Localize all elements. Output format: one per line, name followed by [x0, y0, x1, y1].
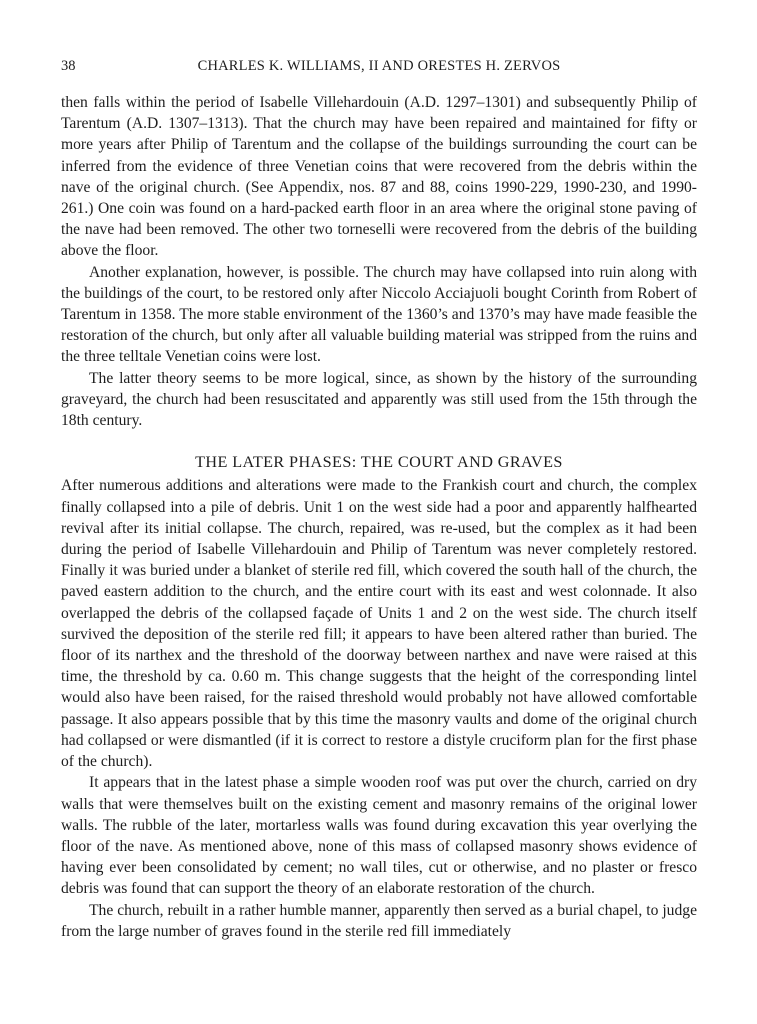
section-heading: THE LATER PHASES: THE COURT AND GRAVES	[195, 453, 563, 472]
running-head: CHARLES K. WILLIAMS, II AND ORESTES H. ZERVOS	[197, 58, 561, 74]
document-page	[61, 56, 697, 942]
paragraph-3: The latter theory seems to be more logical, since, as shown by the history of the surrounding graveyard, the church had been resuscitated and apparently was still used from the 15th through the 18th century.	[61, 369, 697, 430]
paragraph-6: The church, rebuilt in a rather humble manner, apparently then served as a burial chapel, to judge from the large number of graves found in the sterile red fill immediately	[61, 901, 697, 940]
paragraph-2: Another explanation, however, is possible. The church may have collapsed into ruin along with the buildings of the court, to be restored only after Niccolo Acciajuoli bought Corinth from Robert of Tarentum in 1358. The more stable environment of the 1360’s and 1370’s may have made feasible the restoration of the church, but only after all valuable building material was stripped from the ruins and the three telltale Venetian coins were lost.	[61, 263, 697, 366]
paragraph-4: After numerous additions and alterations were made to the Frankish court and church, the complex finally collapsed into a pile of debris. Unit 1 on the west side had a poor and apparently halfhearted revival after its initial collapse. The church, repaired, was re-used, but the complex as it had been during the period of Isabelle Villehardouin and Philip of Tarentum was never completely restored. Finally it was buried under a blanket of sterile red fill, which covered the south hall of the church, the paved eastern addition to the church, and the entire court with its east and west colonnade. It also overlapped the debris of the collapsed façade of Units 1 and 2 on the west side. The church itself survived the deposition of the sterile red fill; it appears to have been altered rather than buried. The floor of its narthex and the threshold of the doorway between narthex and nave were raised at this time, the threshold by ca. 0.60 m. This change suggests that the height of the corresponding lintel would also have been raised, for the raised threshold would probably not have allowed comfortable passage. It also appears possible that by this time the masonry vaults and dome of the original church had collapsed or were dismantled (if it is correct to restore a distyle cruciform plan for the first phase of the church).	[61, 477, 697, 771]
paragraph-5: It appears that in the latest phase a simple wooden roof was put over the church, carried on dry walls that were themselves built on the existing cement and masonry remains of the original lower walls. The rubble of the later, mortarless walls was found during excavation this year overlying the floor of the nave. As mentioned above, none of this mass of collapsed masonry shows evidence of having ever been consolidated by cement; no wall tiles, cut or otherwise, and no plaster or fresco debris was found that can support the theory of an elaborate restoration of the church.	[61, 774, 697, 898]
paragraph-1: then falls within the period of Isabelle Villehardouin (A.D. 1297–1301) and subsequently Philip of Tarentum (A.D. 1307–1313). That the church may have been repaired and maintained for fifty or more years after Philip of Tarentum and the collapse of the buildings surrounding the court can be inferred from the evidence of three Venetian coins that were recovered from the debris within the nave of the original church. (See Appendix, nos. 87 and 88, coins 1990-229, 1990-230, and 1990-261.) One coin was found on a hard-packed earth floor in an area where the original stone paving of the nave had been removed. The other two torneselli were recovered from the debris of the building above the floor.	[61, 94, 697, 260]
page-header	[61, 56, 697, 78]
page-number: 38	[61, 58, 76, 74]
